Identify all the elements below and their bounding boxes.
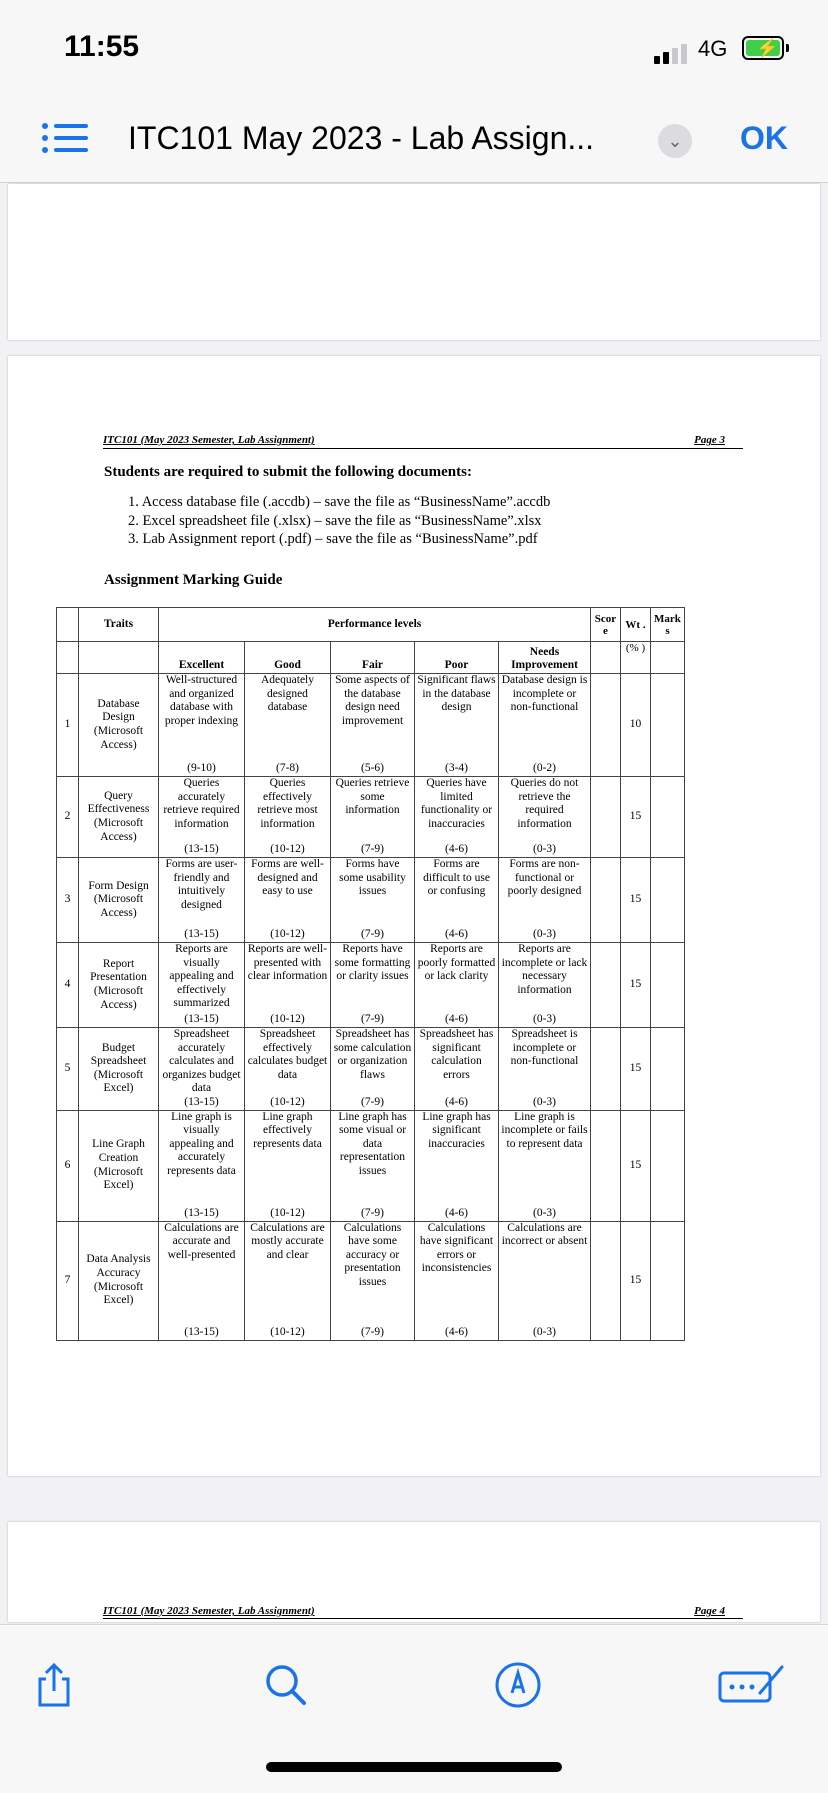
score-range: (4-6) bbox=[445, 1206, 468, 1219]
criteria-description: Forms have some usability issues bbox=[339, 858, 406, 898]
table-row bbox=[57, 858, 685, 943]
criteria-cell bbox=[415, 1028, 499, 1111]
score-cell bbox=[591, 777, 621, 858]
criteria-description: Forms are user-friendly and intuitively designed bbox=[165, 858, 238, 911]
trait-name: Report Presentation (Microsoft Access) bbox=[79, 943, 159, 1028]
weight-value: 15 bbox=[621, 858, 651, 943]
score-cell bbox=[591, 943, 621, 1028]
trait-name: Data Analysis Accuracy (Microsoft Excel) bbox=[79, 1221, 159, 1340]
score-range: (0-3) bbox=[533, 928, 556, 941]
level-good: Good bbox=[245, 642, 331, 674]
score-range: (10-12) bbox=[270, 1013, 305, 1026]
score-range: (13-15) bbox=[184, 1013, 219, 1026]
row-number: 3 bbox=[57, 858, 79, 943]
score-range: (10-12) bbox=[270, 1325, 305, 1338]
criteria-description: Reports have some formatting or clarity issues bbox=[334, 943, 411, 983]
criteria-description: Line graph is incomplete or fails to represent data bbox=[501, 1110, 588, 1150]
row-number: 5 bbox=[57, 1028, 79, 1111]
trait-name: Budget Spreadsheet (Microsoft Excel) bbox=[79, 1028, 159, 1111]
weight-value: 15 bbox=[621, 1110, 651, 1221]
score-range: (0-2) bbox=[533, 762, 556, 775]
criteria-cell bbox=[331, 943, 415, 1028]
criteria-cell bbox=[415, 1221, 499, 1340]
criteria-cell bbox=[415, 777, 499, 858]
criteria-cell bbox=[415, 674, 499, 777]
criteria-cell bbox=[159, 1221, 245, 1340]
level-poor: Poor bbox=[415, 642, 499, 674]
list-item: 3. Lab Assignment report (.pdf) – save the file as “BusinessName”.pdf bbox=[128, 531, 538, 547]
row-number: 2 bbox=[57, 777, 79, 858]
criteria-description: Reports are visually appealing and effectively summarized bbox=[169, 943, 234, 1010]
criteria-cell bbox=[499, 1221, 591, 1340]
criteria-description: Queries retrieve some information bbox=[335, 777, 410, 817]
score-range: (7-9) bbox=[361, 1325, 384, 1338]
edit-icon[interactable] bbox=[716, 1657, 788, 1713]
document-page-next bbox=[8, 1522, 820, 1622]
score-range: (0-3) bbox=[533, 1095, 556, 1108]
score-range: (7-9) bbox=[361, 928, 384, 941]
score-range: (7-9) bbox=[361, 1013, 384, 1026]
score-cell bbox=[591, 858, 621, 943]
header-rule bbox=[103, 1618, 743, 1619]
criteria-description: Queries have limited functionality or inaccuracies bbox=[420, 777, 493, 830]
criteria-description: Queries accurately retrieve required information bbox=[163, 777, 240, 830]
marks-cell bbox=[651, 858, 685, 943]
criteria-cell bbox=[245, 858, 331, 943]
score-range: (0-3) bbox=[533, 1325, 556, 1338]
chevron-down-icon[interactable]: ⌄ bbox=[658, 124, 692, 158]
criteria-cell bbox=[159, 858, 245, 943]
score-range: (4-6) bbox=[445, 1095, 468, 1108]
criteria-description: Calculations have significant errors or inconsistencies bbox=[419, 1221, 494, 1275]
header-marks: Mark s bbox=[651, 608, 685, 642]
page-number: Page 4 bbox=[694, 1605, 725, 1617]
criteria-cell bbox=[159, 1028, 245, 1111]
criteria-cell bbox=[415, 1110, 499, 1221]
criteria-cell bbox=[245, 777, 331, 858]
criteria-description: Spreadsheet effectively calculates budget data bbox=[247, 1028, 328, 1081]
criteria-description: Calculations are mostly accurate and clear bbox=[250, 1221, 325, 1261]
document-title[interactable]: ITC101 May 2023 - Lab Assign... bbox=[128, 120, 595, 156]
criteria-description: Adequately designed database bbox=[260, 674, 314, 714]
criteria-description: Forms are non-functional or poorly designed bbox=[507, 858, 582, 898]
table-row bbox=[57, 777, 685, 858]
criteria-description: Spreadsheet is incomplete or non-functional bbox=[510, 1028, 579, 1068]
row-number: 6 bbox=[57, 1110, 79, 1221]
intro-text: Students are required to submit the following documents: bbox=[104, 464, 472, 480]
score-range: (10-12) bbox=[270, 843, 305, 856]
score-range: (5-6) bbox=[361, 762, 384, 775]
nav-bar bbox=[0, 100, 828, 183]
cellular-signal-icon bbox=[654, 42, 690, 64]
criteria-cell bbox=[159, 943, 245, 1028]
marks-cell bbox=[651, 777, 685, 858]
score-range: (13-15) bbox=[184, 1325, 219, 1338]
criteria-cell bbox=[499, 943, 591, 1028]
weight-value: 10 bbox=[621, 674, 651, 777]
criteria-cell bbox=[415, 858, 499, 943]
criteria-description: Database design is incomplete or non-functional bbox=[501, 674, 588, 714]
criteria-cell bbox=[159, 674, 245, 777]
criteria-description: Line graph is visually appealing and accurately represents data bbox=[167, 1110, 236, 1177]
table-row bbox=[57, 674, 685, 777]
row-number: 1 bbox=[57, 674, 79, 777]
header-performance-levels: Performance levels bbox=[159, 608, 591, 642]
page-header-title: ITC101 (May 2023 Semester, Lab Assignment) bbox=[103, 434, 315, 446]
score-range: (4-6) bbox=[445, 843, 468, 856]
criteria-description: Forms are difficult to use or confusing bbox=[423, 858, 490, 898]
score-range: (7-9) bbox=[361, 1206, 384, 1219]
table-row bbox=[57, 1221, 685, 1340]
page-header-title: ITC101 (May 2023 Semester, Lab Assignment) bbox=[103, 1605, 315, 1617]
list-item: 2. Excel spreadsheet file (.xlsx) – save the file as “BusinessName”.xlsx bbox=[128, 512, 542, 529]
criteria-cell bbox=[331, 1028, 415, 1111]
criteria-description: Calculations are accurate and well-presented bbox=[164, 1221, 239, 1261]
criteria-cell bbox=[499, 674, 591, 777]
list-item: 1. Access database file (.accdb) – save the file as “BusinessName”.accdb bbox=[128, 494, 551, 510]
criteria-cell bbox=[331, 858, 415, 943]
network-type: 4G bbox=[698, 36, 728, 61]
row-number: 7 bbox=[57, 1221, 79, 1340]
score-cell bbox=[591, 674, 621, 777]
marks-cell bbox=[651, 1110, 685, 1221]
score-range: (7-8) bbox=[276, 762, 299, 775]
score-cell bbox=[591, 1028, 621, 1111]
criteria-description: Calculations are incorrect or absent bbox=[501, 1221, 588, 1248]
score-range: (13-15) bbox=[184, 1206, 219, 1219]
criteria-cell bbox=[245, 1110, 331, 1221]
criteria-description: Line graph has significant inaccuracies bbox=[422, 1110, 491, 1150]
battery-charging-icon: ⚡ bbox=[742, 36, 784, 60]
criteria-cell bbox=[331, 674, 415, 777]
header-traits: Traits bbox=[79, 608, 159, 642]
criteria-description: Calculations have some accuracy or presentation issues bbox=[343, 1221, 402, 1288]
marks-cell bbox=[651, 1028, 685, 1111]
criteria-cell bbox=[331, 1110, 415, 1221]
table-row bbox=[57, 1028, 685, 1111]
criteria-description: Line graph has some visual or data representation issues bbox=[338, 1110, 407, 1177]
criteria-description: Some aspects of the database design need improvement bbox=[335, 674, 410, 727]
trait-name: Line Graph Creation (Microsoft Excel) bbox=[79, 1110, 159, 1221]
table-row bbox=[57, 1110, 685, 1221]
weight-value: 15 bbox=[621, 1028, 651, 1111]
score-range: (0-3) bbox=[533, 1206, 556, 1219]
weight-value: 15 bbox=[621, 777, 651, 858]
criteria-cell bbox=[245, 674, 331, 777]
table-row bbox=[57, 943, 685, 1028]
criteria-description: Line graph effectively represents data bbox=[253, 1110, 322, 1150]
criteria-cell bbox=[499, 1110, 591, 1221]
criteria-description: Significant flaws in the database design bbox=[417, 674, 496, 714]
home-indicator bbox=[266, 1762, 562, 1772]
criteria-description: Forms are well-designed and easy to use bbox=[251, 858, 324, 898]
criteria-cell bbox=[499, 858, 591, 943]
criteria-description: Queries do not retrieve the required information bbox=[510, 777, 579, 830]
score-range: (9-10) bbox=[187, 762, 216, 775]
criteria-cell bbox=[245, 943, 331, 1028]
document-page bbox=[8, 356, 820, 1476]
criteria-description: Reports are incomplete or lack necessary information bbox=[501, 943, 588, 996]
score-cell bbox=[591, 1221, 621, 1340]
trait-name: Query Effectiveness (Microsoft Access) bbox=[79, 777, 159, 858]
criteria-description: Reports are poorly formatted or lack clarity bbox=[417, 943, 496, 983]
score-range: (0-3) bbox=[533, 1013, 556, 1026]
requirements-list bbox=[128, 494, 550, 550]
criteria-cell bbox=[499, 777, 591, 858]
page-number: Page 3 bbox=[694, 434, 725, 446]
marks-cell bbox=[651, 943, 685, 1028]
criteria-description: Queries effectively retrieve most information bbox=[257, 777, 318, 830]
score-range: (3-4) bbox=[445, 762, 468, 775]
marks-cell bbox=[651, 674, 685, 777]
criteria-cell bbox=[159, 777, 245, 858]
criteria-cell bbox=[159, 1110, 245, 1221]
weight-value: 15 bbox=[621, 943, 651, 1028]
status-bar bbox=[0, 0, 828, 100]
criteria-cell bbox=[245, 1028, 331, 1111]
score-range: (0-3) bbox=[533, 843, 556, 856]
criteria-description: Spreadsheet accurately calculates and organizes budget data bbox=[162, 1028, 241, 1095]
ok-button[interactable]: OK bbox=[740, 120, 788, 156]
criteria-description: Well-structured and organized database with proper indexing bbox=[164, 674, 239, 727]
score-range: (13-15) bbox=[184, 843, 219, 856]
score-range: (4-6) bbox=[445, 1013, 468, 1026]
row-number: 4 bbox=[57, 943, 79, 1028]
criteria-cell bbox=[415, 943, 499, 1028]
search-icon[interactable] bbox=[258, 1657, 314, 1713]
header-weight: Wt . bbox=[621, 608, 651, 642]
criteria-cell bbox=[331, 777, 415, 858]
score-cell bbox=[591, 1110, 621, 1221]
score-range: (7-9) bbox=[361, 843, 384, 856]
level-fair: Fair bbox=[331, 642, 415, 674]
marks-cell bbox=[651, 1221, 685, 1340]
criteria-cell bbox=[331, 1221, 415, 1340]
criteria-cell bbox=[245, 1221, 331, 1340]
clock: 11:55 bbox=[64, 30, 140, 63]
trait-name: Database Design (Microsoft Access) bbox=[79, 674, 159, 777]
list-icon[interactable] bbox=[42, 120, 88, 156]
battery-tip bbox=[786, 44, 789, 52]
criteria-cell bbox=[499, 1028, 591, 1111]
share-icon[interactable] bbox=[26, 1657, 82, 1713]
criteria-description: Reports are well-presented with clear information bbox=[247, 943, 328, 983]
score-range: (10-12) bbox=[270, 928, 305, 941]
criteria-description: Spreadsheet has some calculation or organization flaws bbox=[333, 1028, 412, 1081]
header-rule bbox=[103, 448, 743, 449]
header-score: Scor e bbox=[591, 608, 621, 642]
level-needs-improvement: Needs Improvement bbox=[499, 642, 591, 674]
score-range: (4-6) bbox=[445, 928, 468, 941]
score-range: (13-15) bbox=[184, 1095, 219, 1108]
trait-name: Form Design (Microsoft Access) bbox=[79, 858, 159, 943]
score-range: (13-15) bbox=[184, 928, 219, 941]
markup-icon[interactable] bbox=[490, 1657, 546, 1713]
score-range: (4-6) bbox=[445, 1325, 468, 1338]
marking-guide-table bbox=[56, 607, 685, 1341]
criteria-description: Spreadsheet has significant calculation errors bbox=[419, 1028, 494, 1081]
section-title: Assignment Marking Guide bbox=[104, 572, 283, 588]
document-page-previous bbox=[8, 184, 820, 340]
weight-value: 15 bbox=[621, 1221, 651, 1340]
weight-unit: (% ) bbox=[621, 642, 651, 674]
level-excellent: Excellent bbox=[159, 642, 245, 674]
score-range: (7-9) bbox=[361, 1095, 384, 1108]
score-range: (10-12) bbox=[270, 1095, 305, 1108]
score-range: (10-12) bbox=[270, 1206, 305, 1219]
